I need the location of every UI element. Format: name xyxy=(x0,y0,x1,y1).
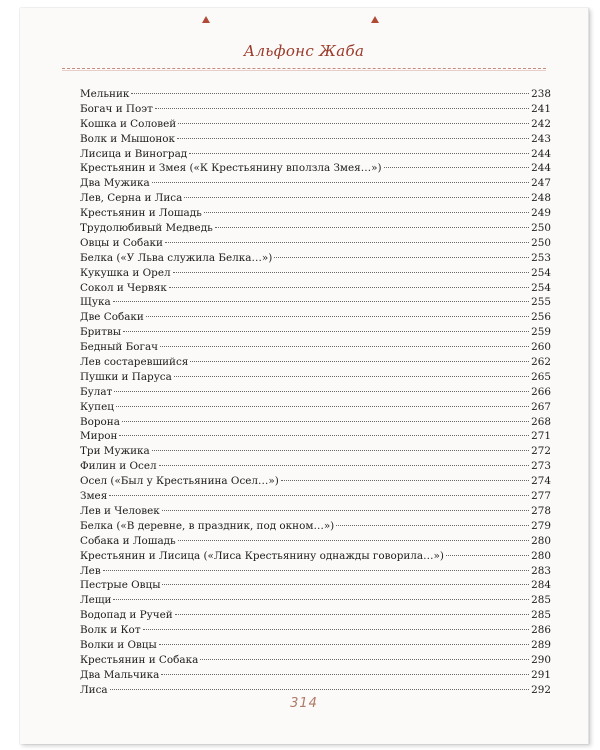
table-of-contents xyxy=(80,87,551,698)
toc-leader-dots xyxy=(162,584,529,585)
toc-entry-title: Трудолюбивый Медведь xyxy=(80,222,213,235)
toc-entry xyxy=(80,87,551,102)
toc-entry-title: Крестьянин и Лисица («Лиса Крестьянину однажды говорила…») xyxy=(80,549,444,562)
toc-leader-dots xyxy=(159,465,530,466)
toc-leader-dots xyxy=(177,138,529,139)
toc-entry-title: Лисица и Виноград xyxy=(80,147,188,160)
toc-leader-dots xyxy=(173,272,530,273)
toc-leader-dots xyxy=(143,629,530,630)
toc-leader-dots xyxy=(165,242,529,243)
toc-entry xyxy=(80,385,551,400)
toc-leader-dots xyxy=(162,510,529,511)
toc-entry-title: Мирон xyxy=(80,430,118,443)
toc-entry-title: Крестьянин и Змея («К Крестьянину вползла Змея…») xyxy=(80,162,382,175)
toc-entry-title: Два Мужика xyxy=(80,177,150,190)
toc-entry-page: 266 xyxy=(531,385,551,398)
toc-leader-dots xyxy=(204,212,529,213)
toc-entry xyxy=(80,310,551,325)
running-header xyxy=(62,42,546,66)
toc-entry xyxy=(80,549,551,564)
toc-entry-title: Лев xyxy=(80,564,101,577)
toc-entry xyxy=(80,638,551,653)
toc-entry-title: Кошка и Соловей xyxy=(80,117,177,130)
toc-entry xyxy=(80,444,551,459)
toc-entry xyxy=(80,221,551,236)
toc-entry-page: 254 xyxy=(531,281,551,294)
toc-leader-dots xyxy=(109,495,529,496)
toc-entry-page: 243 xyxy=(531,132,551,145)
toc-entry-title: Сокол и Червяк xyxy=(80,281,167,294)
toc-entry-page: 244 xyxy=(531,147,551,160)
toc-entry-title: Волк и Кот xyxy=(80,624,141,637)
toc-entry xyxy=(80,176,551,191)
toc-entry-title: Белка («В деревне, в праздник, под окном…») xyxy=(80,519,335,532)
toc-entry-title: Белка («У Льва служила Белка…») xyxy=(80,251,273,264)
toc-entry-page: 262 xyxy=(531,356,551,369)
toc-entry-page: 290 xyxy=(531,653,551,666)
toc-entry xyxy=(80,147,551,162)
toc-leader-dots xyxy=(215,227,529,228)
toc-entry-page: 250 xyxy=(531,222,551,235)
book-page xyxy=(20,8,589,744)
toc-entry xyxy=(80,251,551,266)
toc-leader-dots xyxy=(152,182,529,183)
toc-leader-dots xyxy=(175,614,530,615)
toc-entry xyxy=(80,489,551,504)
toc-entry-page: 272 xyxy=(531,445,551,458)
toc-entry xyxy=(80,340,551,355)
toc-entry xyxy=(80,474,551,489)
toc-entry xyxy=(80,355,551,370)
toc-entry xyxy=(80,206,551,221)
toc-entry-title: Осел («Был у Крестьянина Осел…») xyxy=(80,475,279,488)
toc-entry-page: 244 xyxy=(531,162,551,175)
toc-entry-page: 273 xyxy=(531,460,551,473)
toc-entry xyxy=(80,623,551,638)
toc-entry-title: Крестьянин и Собака xyxy=(80,653,199,666)
toc-leader-dots xyxy=(114,391,529,392)
toc-entry-title: Щука xyxy=(80,296,111,309)
toc-entry-title: Лев состаревшийся xyxy=(80,356,189,369)
toc-entry-page: 265 xyxy=(531,370,551,383)
toc-entry-title: Водопад и Ручей xyxy=(80,609,173,622)
toc-entry-page: 285 xyxy=(531,594,551,607)
toc-entry-title: Кукушка и Орел xyxy=(80,266,171,279)
toc-entry xyxy=(80,325,551,340)
toc-entry-page: 284 xyxy=(531,579,551,592)
toc-entry-page: 267 xyxy=(531,400,551,413)
toc-entry xyxy=(80,415,551,430)
toc-entry xyxy=(80,459,551,474)
toc-entry xyxy=(80,429,551,444)
toc-entry-page: 283 xyxy=(531,564,551,577)
toc-entry-page: 255 xyxy=(531,296,551,309)
toc-leader-dots xyxy=(174,376,529,377)
toc-leader-dots xyxy=(152,450,529,451)
toc-entry-page: 285 xyxy=(531,609,551,622)
toc-leader-dots xyxy=(160,346,529,347)
toc-entry xyxy=(80,132,551,147)
toc-entry xyxy=(80,653,551,668)
toc-entry-page: 249 xyxy=(531,207,551,220)
toc-entry-title: Мельник xyxy=(80,88,130,100)
toc-leader-dots xyxy=(159,644,529,645)
toc-entry-title: Бритвы xyxy=(80,326,122,339)
toc-entry-page: 286 xyxy=(531,624,551,637)
toc-leader-dots xyxy=(274,257,529,258)
toc-leader-dots xyxy=(122,421,529,422)
toc-entry xyxy=(80,117,551,132)
toc-entry-page: 248 xyxy=(531,192,551,205)
toc-leader-dots xyxy=(446,555,529,556)
toc-entry-page: 279 xyxy=(531,519,551,532)
toc-entry xyxy=(80,236,551,251)
toc-leader-dots xyxy=(146,316,529,317)
toc-entry-title: Булат xyxy=(80,385,113,398)
toc-leader-dots xyxy=(116,406,529,407)
toc-leader-dots xyxy=(123,331,529,332)
toc-entry-title: Бедный Богач xyxy=(80,341,159,354)
toc-entry-page: 268 xyxy=(531,415,551,428)
toc-entry-title: Две Собаки xyxy=(80,311,144,324)
toc-entry-page: 280 xyxy=(531,534,551,547)
toc-entry-page: 292 xyxy=(531,683,551,696)
toc-entry-page: 278 xyxy=(531,504,551,517)
ornament-left-icon xyxy=(201,14,211,24)
toc-entry-title: Крестьянин и Лошадь xyxy=(80,207,202,220)
toc-entry-page: 274 xyxy=(531,475,551,488)
toc-entry-page: 247 xyxy=(531,177,551,190)
toc-entry xyxy=(80,295,551,310)
toc-entry xyxy=(80,102,551,117)
toc-entry xyxy=(80,281,551,296)
toc-entry-title: Волк и Мышонок xyxy=(80,132,176,145)
toc-entry-page: 238 xyxy=(531,88,551,100)
toc-entry xyxy=(80,593,551,608)
toc-entry xyxy=(80,504,551,519)
toc-entry xyxy=(80,564,551,579)
toc-entry-page: 271 xyxy=(531,430,551,443)
toc-entry-title: Три Мужика xyxy=(80,445,150,458)
toc-entry-title: Два Мальчика xyxy=(80,668,160,681)
book-title: Альфонс Жаба xyxy=(230,42,378,60)
toc-entry xyxy=(80,608,551,623)
toc-entry-page: 241 xyxy=(531,102,551,115)
toc-entry-title: Купец xyxy=(80,400,114,413)
toc-entry-title: Лев и Человек xyxy=(80,504,160,517)
toc-leader-dots xyxy=(103,570,529,571)
toc-entry-page: 280 xyxy=(531,549,551,562)
toc-entry-page: 253 xyxy=(531,251,551,264)
toc-entry-title: Пушки и Паруса xyxy=(80,370,172,383)
toc-entry xyxy=(80,534,551,549)
toc-leader-dots xyxy=(189,153,529,154)
toc-entry-title: Филин и Осел xyxy=(80,460,157,473)
toc-leader-dots xyxy=(178,123,529,124)
toc-leader-dots xyxy=(113,599,529,600)
toc-entry-page: 256 xyxy=(531,311,551,324)
toc-entry-title: Пестрые Овцы xyxy=(80,579,161,592)
toc-entry-title: Ворона xyxy=(80,415,120,428)
toc-entry-title: Волки и Овцы xyxy=(80,638,157,651)
toc-entry xyxy=(80,161,551,176)
toc-entry-page: 277 xyxy=(531,490,551,503)
toc-entry-page: 291 xyxy=(531,668,551,681)
toc-leader-dots xyxy=(110,689,530,690)
toc-entry-page: 259 xyxy=(531,326,551,339)
toc-entry xyxy=(80,578,551,593)
toc-entry-page: 250 xyxy=(531,236,551,249)
toc-entry-page: 260 xyxy=(531,341,551,354)
toc-leader-dots xyxy=(190,361,529,362)
toc-entry-title: Лиса xyxy=(80,683,108,696)
toc-leader-dots xyxy=(169,287,529,288)
toc-entry-page: 289 xyxy=(531,638,551,651)
toc-entry-title: Лев, Серна и Лиса xyxy=(80,192,183,205)
ornament-right-icon xyxy=(370,14,380,24)
toc-leader-dots xyxy=(384,167,530,168)
toc-entry-title: Лещи xyxy=(80,594,112,607)
toc-leader-dots xyxy=(184,197,529,198)
toc-entry-page: 254 xyxy=(531,266,551,279)
toc-entry xyxy=(80,191,551,206)
toc-leader-dots xyxy=(119,435,529,436)
toc-entry xyxy=(80,400,551,415)
toc-entry xyxy=(80,519,551,534)
toc-entry xyxy=(80,668,551,683)
page-number: 314 xyxy=(290,696,318,711)
toc-entry xyxy=(80,266,551,281)
toc-entry-title: Овцы и Собаки xyxy=(80,236,163,249)
toc-entry xyxy=(80,370,551,385)
toc-entry-title: Змея xyxy=(80,490,108,503)
toc-entry-title: Собака и Лошадь xyxy=(80,534,176,547)
toc-entry-title: Богач и Поэт xyxy=(80,102,153,115)
toc-entry-page: 242 xyxy=(531,117,551,130)
toc-leader-dots xyxy=(113,301,529,302)
header-divider xyxy=(62,68,546,69)
toc-leader-dots xyxy=(178,540,529,541)
header-divider-secondary xyxy=(62,70,546,71)
toc-leader-dots xyxy=(336,525,529,526)
toc-leader-dots xyxy=(161,674,529,675)
toc-leader-dots xyxy=(281,480,529,481)
toc-leader-dots xyxy=(155,108,529,109)
toc-leader-dots xyxy=(131,93,529,94)
toc-leader-dots xyxy=(200,659,529,660)
